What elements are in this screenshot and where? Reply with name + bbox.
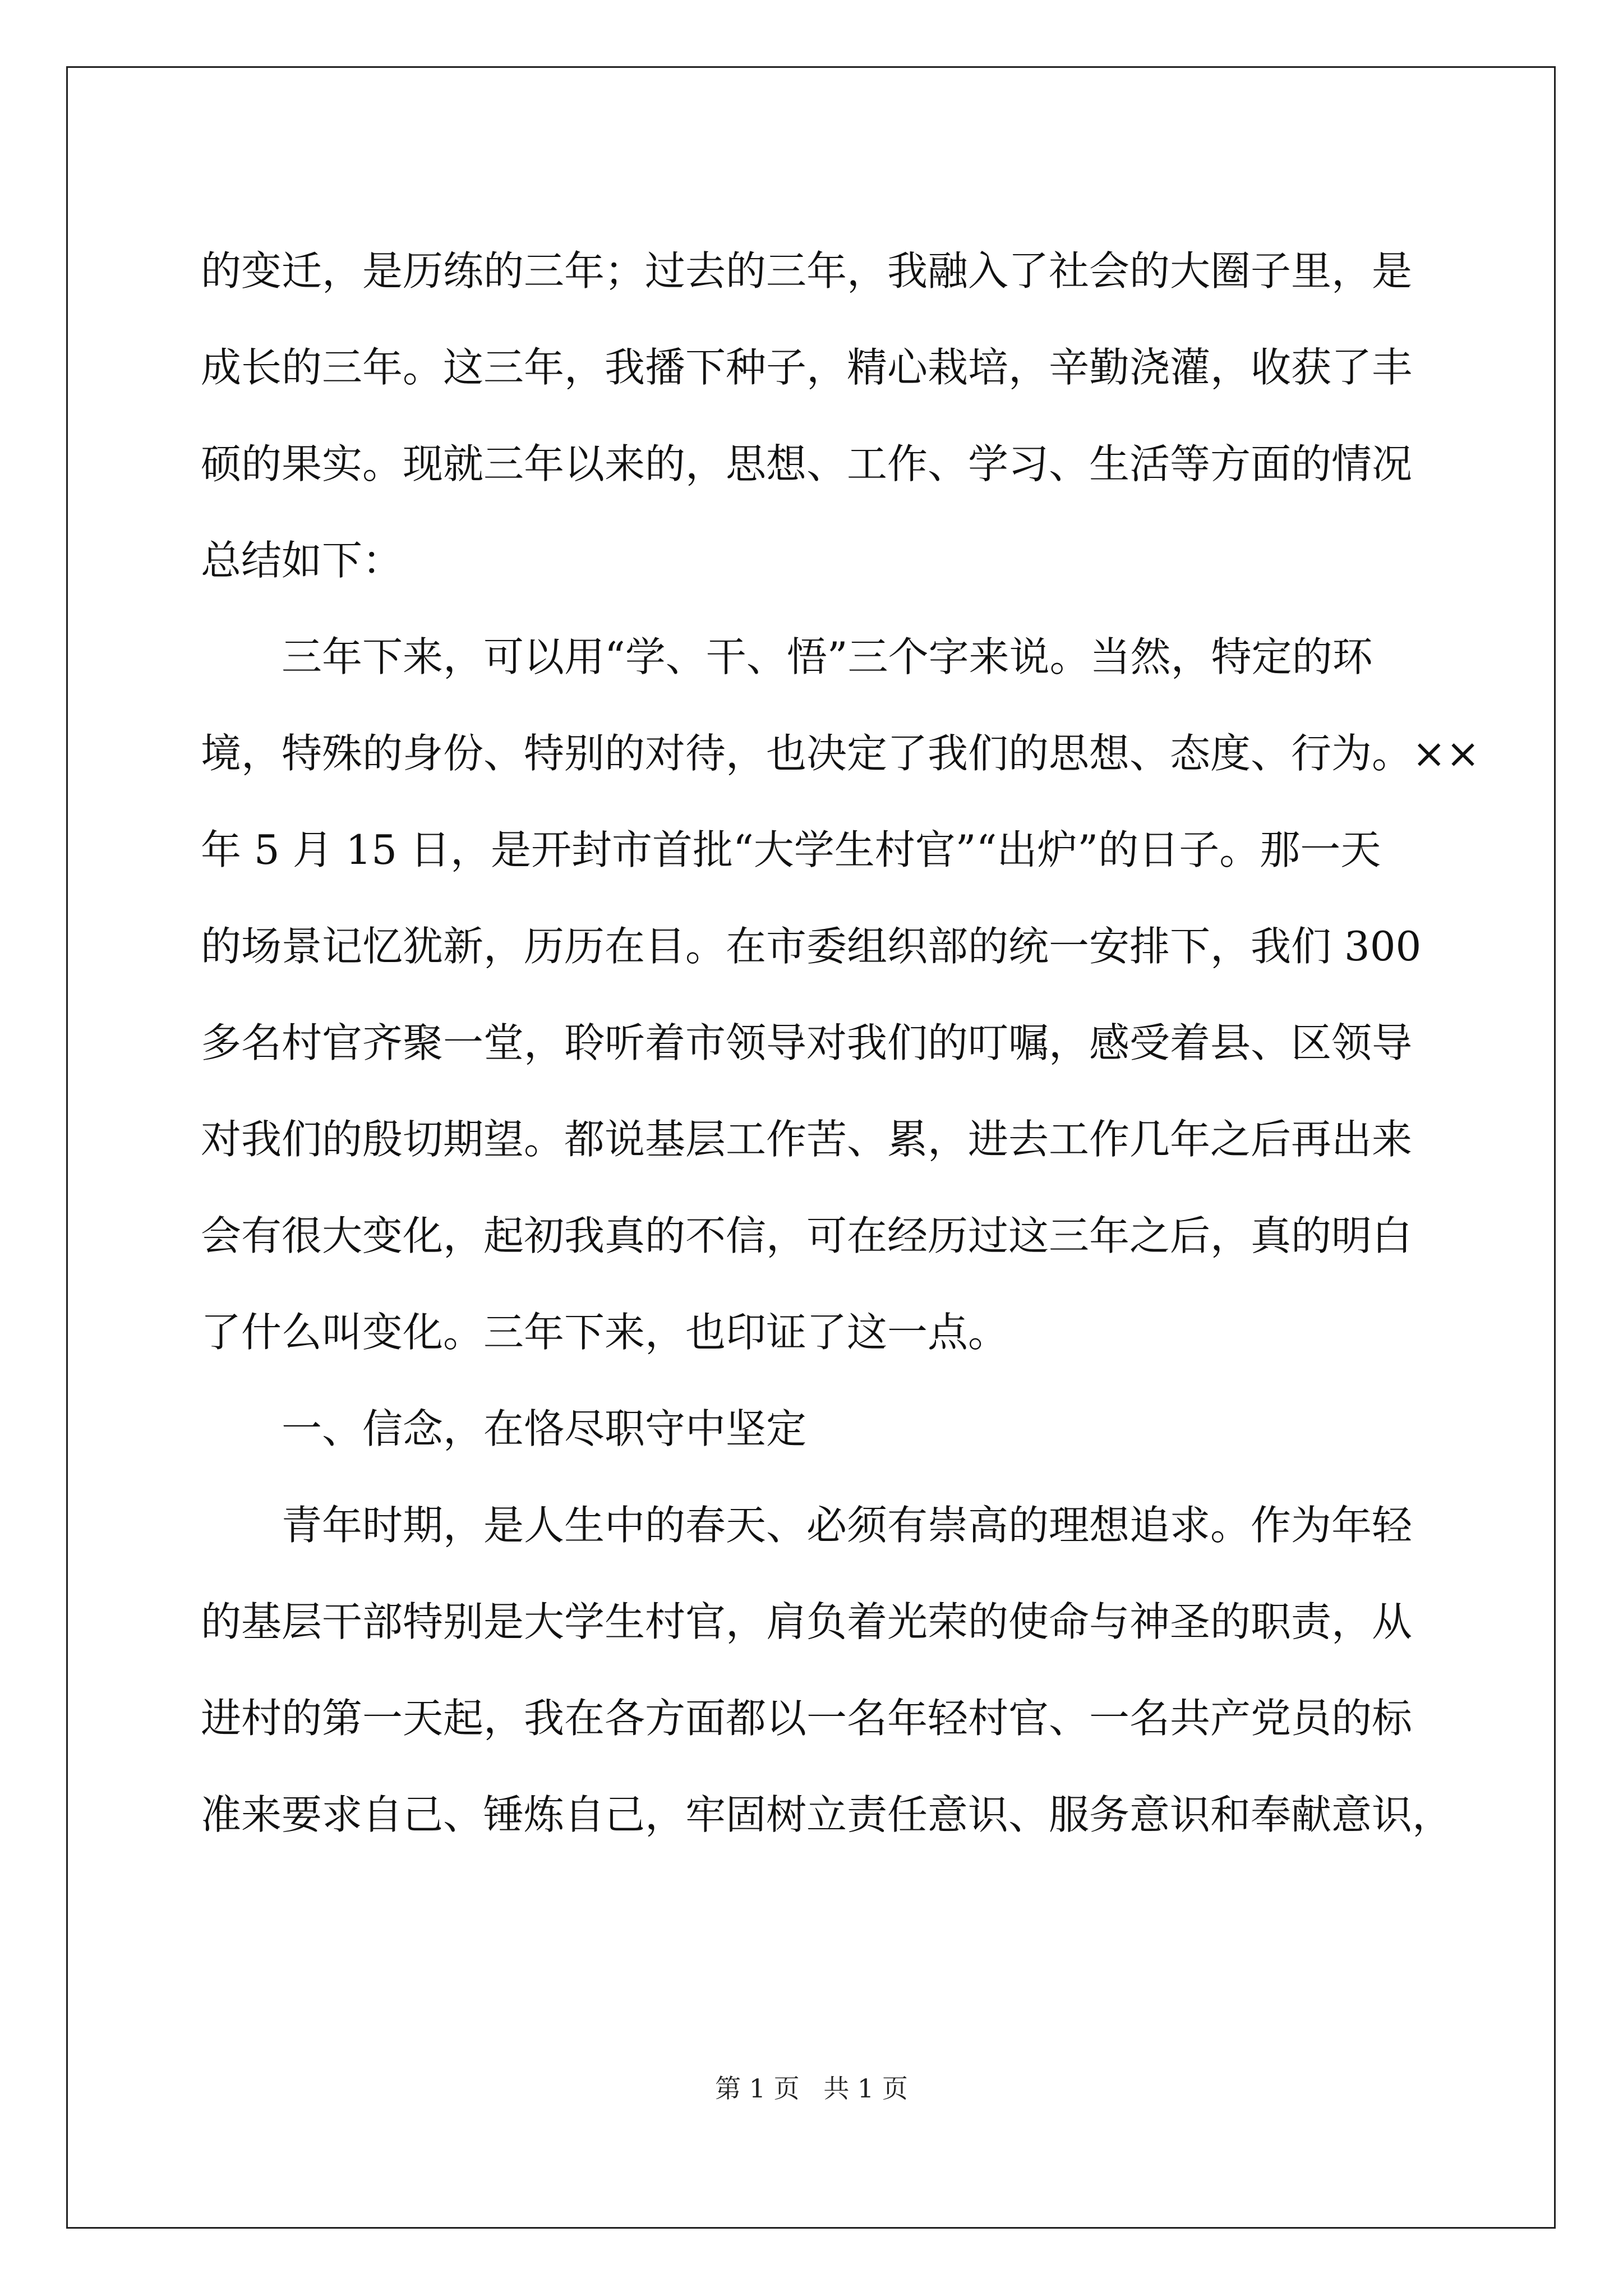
text-line: 的场景记忆犹新，历历在目。在市委组织部的统一安排下，我们 300	[201, 923, 1422, 970]
text-line: 成长的三年。这三年，我播下种子，精心栽培，辛勤浇灌，收获了丰	[201, 344, 1413, 391]
paragraph-first-line: 三年下来，可以用“学、干、悟”三个字来说。当然，特定的环	[282, 633, 1373, 680]
text-line: 境，特殊的身份、特别的对待，也决定了我们的思想、态度、行为。××	[201, 730, 1480, 777]
section-heading: 一、信念，在恪尽职守中坚定	[282, 1405, 807, 1452]
text-line: 的基层干部特别是大学生村官，肩负着光荣的使命与神圣的职责，从	[201, 1598, 1413, 1645]
page-footer	[0, 2072, 1623, 2105]
text-line: 硕的果实。现就三年以来的，思想、工作、学习、生活等方面的情况	[201, 440, 1413, 487]
text-line: 年 5 月 15 日，是开封市首批“大学生村官”“出炉”的日子。那一天	[201, 826, 1381, 873]
text-line: 总结如下：	[201, 537, 403, 584]
text-line: 的变迁，是历练的三年；过去的三年，我融入了社会的大圈子里，是	[201, 247, 1413, 295]
text-line: 准来要求自己、锤炼自己，牢固树立责任意识、服务意识和奉献意识，	[201, 1791, 1453, 1838]
text-line: 进村的第一天起，我在各方面都以一名年轻村官、一名共产党员的标	[201, 1695, 1413, 1742]
page-total: 共 1 页	[823, 2073, 908, 2104]
text-line: 对我们的殷切期望。都说基层工作苦、累，进去工作几年之后再出来	[201, 1116, 1413, 1163]
text-line: 了什么叫变化。三年下来，也印证了这一点。	[201, 1309, 1009, 1356]
page-number: 第 1 页	[715, 2073, 800, 2104]
text-line: 多名村官齐聚一堂，聆听着市领导对我们的叮嘱，感受着县、区领导	[201, 1019, 1413, 1066]
text-line: 会有很大变化，起初我真的不信，可在经历过这三年之后，真的明白	[201, 1212, 1413, 1259]
paragraph-first-line: 青年时期，是人生中的春天、必须有崇高的理想追求。作为年轻	[282, 1502, 1413, 1549]
